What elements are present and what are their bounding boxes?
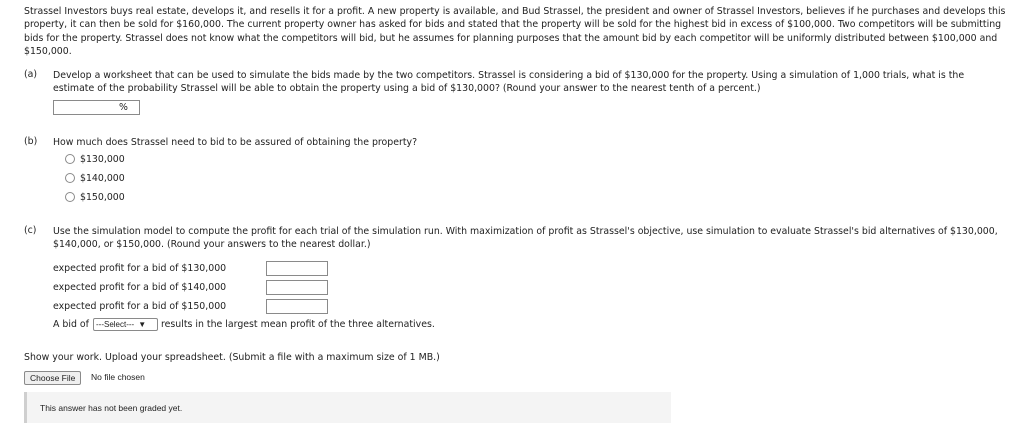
bid-option-150000[interactable] <box>65 190 125 204</box>
grading-status-box <box>24 392 671 423</box>
percent-unit: % <box>119 102 128 113</box>
part-b <box>24 136 624 206</box>
problem-statement: Strassel Investors buys real estate, develops it, and resells it for a profit. A new property is available, and Bud Strassel, the president and owner of Strassel Investors, believes if he purchases and develops this property, it can then be sold for $160,000. The current property owner has asked for bids and stated that the property will be sold for the highest bid in excess of $100,000. Two competitors will be submitting bids for the property. Strassel does not know what the competitors will bid, but he assumes for planning purposes that the amount bid by each competitor will be uniformly distributed between $100,000 and $150,000. <box>24 6 1006 58</box>
part-c <box>24 225 1009 335</box>
best-bid-prefix: A bid of <box>53 319 89 330</box>
profit-input-130000[interactable] <box>266 261 328 276</box>
bid-option-140000[interactable] <box>65 171 125 185</box>
best-bid-selected: ---Select--- <box>96 320 135 329</box>
choose-file-button[interactable]: Choose File <box>24 371 81 385</box>
part-c-question: Use the simulation model to compute the profit for each trial of the simulation run. With maximization of profit as Strassel's objective, use simulation to evaluate Strassel's bid alternatives of $130,000, $140,000, or $150,000. (Round your answers to the nearest dollar.) <box>53 226 998 251</box>
profit-label-140000: expected profit for a bid of $140,000 <box>53 282 227 293</box>
profit-input-140000[interactable] <box>266 280 328 295</box>
part-c-label: (c) <box>24 225 37 236</box>
upload-instructions: Show your work. Upload your spreadsheet. (Submit a file with a maximum size of 1 MB.) <box>24 352 440 363</box>
part-a-question: Develop a worksheet that can be used to simulate the bids made by the two competitors. Strassel is considering a bid of $130,000 for the property. Using a simulation of 1,000 trials, what is the estimate of the probability Strassel will be able to obtain the property using a bid of $130,000? (Round your answer to the nearest tenth of a percent.) <box>53 70 965 95</box>
bid-option-label: $130,000 <box>80 153 125 165</box>
grading-status-text: This answer has not been graded yet. <box>40 403 183 413</box>
chevron-down-icon: ▼ <box>138 320 147 329</box>
bid-option-130000[interactable] <box>65 152 125 166</box>
bid-option-label: $150,000 <box>80 191 125 203</box>
part-a-label: (a) <box>24 69 38 80</box>
best-bid-suffix: results in the largest mean profit of the three alternatives. <box>161 319 435 330</box>
profit-label-150000: expected profit for a bid of $150,000 <box>53 301 227 312</box>
part-b-label: (b) <box>24 136 38 147</box>
profit-input-150000[interactable] <box>266 299 328 314</box>
file-status: No file chosen <box>91 372 145 382</box>
profit-label-130000: expected profit for a bid of $130,000 <box>53 263 227 274</box>
radio-icon[interactable] <box>65 192 75 202</box>
radio-icon[interactable] <box>65 173 75 183</box>
radio-icon[interactable] <box>65 154 75 164</box>
best-bid-select[interactable] <box>93 318 158 331</box>
part-a <box>24 69 1009 119</box>
part-b-question: How much does Strassel need to bid to be assured of obtaining the property? <box>53 137 418 148</box>
bid-option-label: $140,000 <box>80 172 125 184</box>
